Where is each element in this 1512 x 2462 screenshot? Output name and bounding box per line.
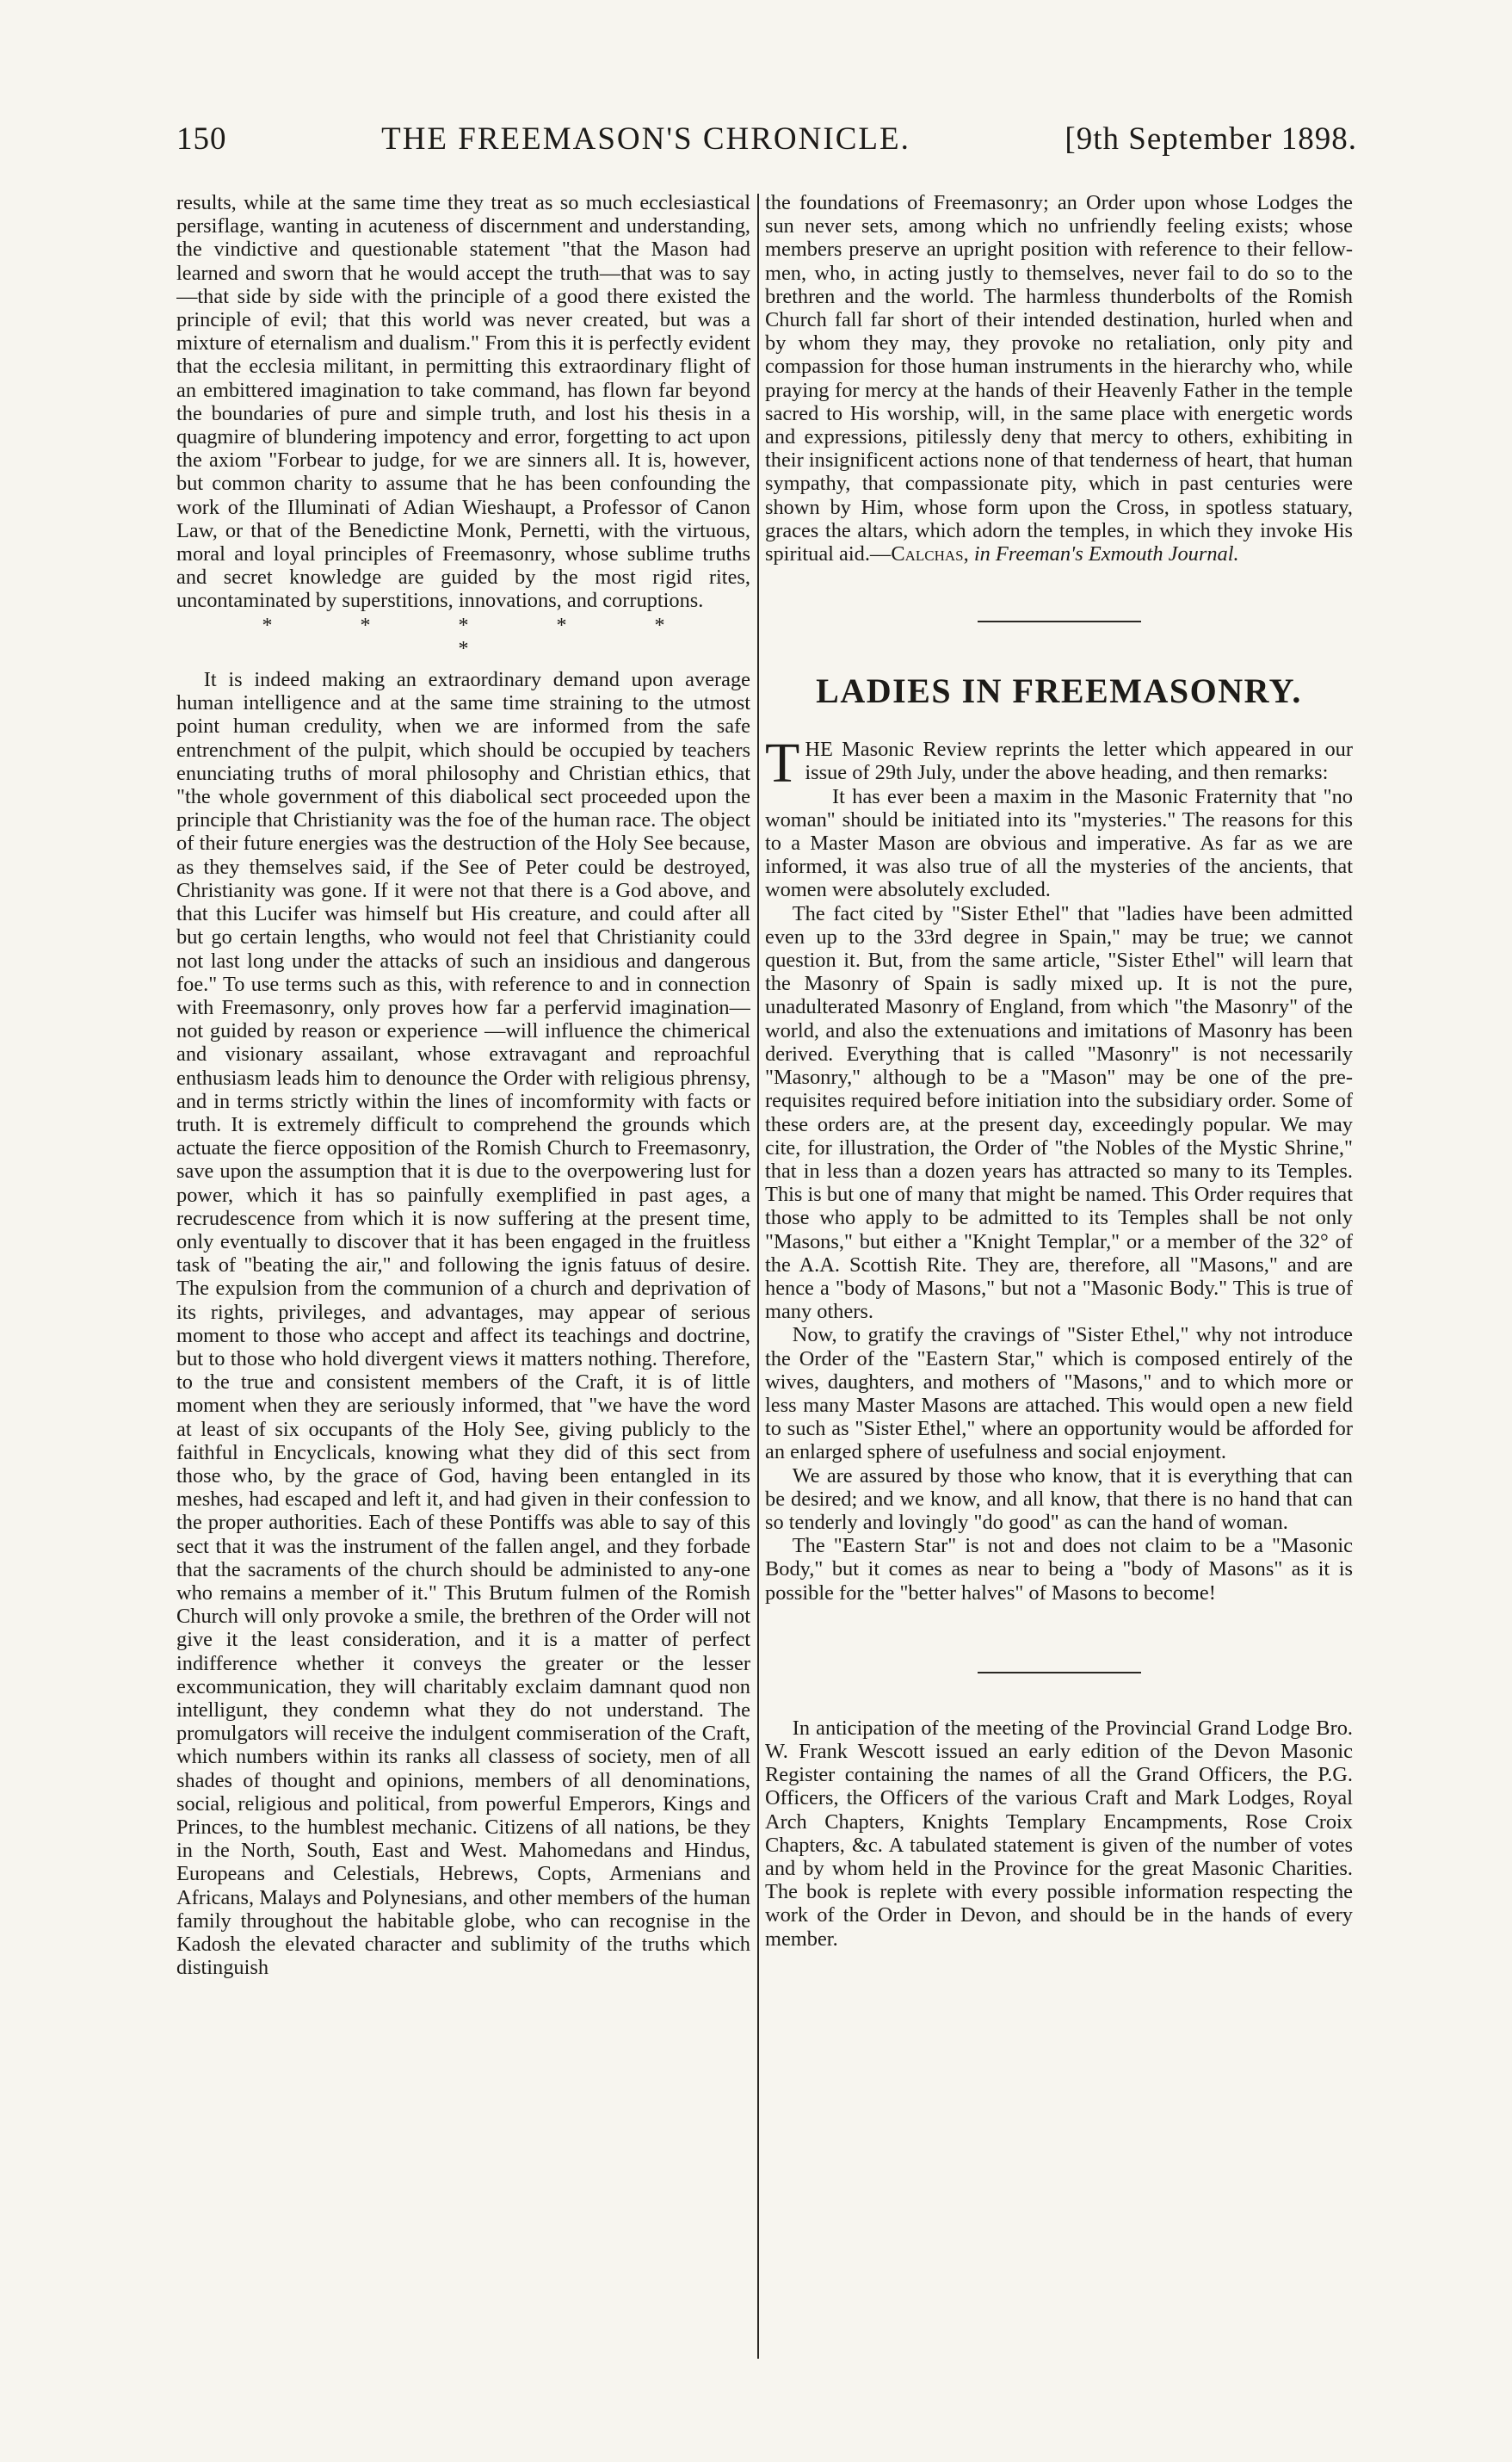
left-paragraph-1: results, while at the same time they treat as so much ecclesiastical persiflage, wanting in acuteness of discernment and understanding, the vindictive and questionable statement "that the Mason had learned and sworn that he would accept the truth—that was to say—that side by side with the principle of a good there existed the principle of evil; that this world was never created, but was a mixture of eternalism and dualism." From this it is perfectly evident that the ecclesia militant, in permitting this extraordinary flight of an embittered imagination to take command, has flown far beyond the boundaries of pure and simple truth, and lost his thesis in a quagmire of blundering impotency and error, forgetting to act upon the axiom "Forbear to judge, for we are sinners all. It is, however, but common charity to assume that he has been confounding the work of the Illuminati of Adian Wieshaupt, a Professor of Canon Law, or that of the Benedictine Monk, Pernetti, with the virtuous, moral and loyal principles of Freemasonry, whose sublime truths and secret knowledge are guided by the most rigid rites, uncontaminated by superstitions, innovations, and corruptions. bbox=[176, 191, 750, 613]
newspaper-title: THE FREEMASON'S CHRONICLE. bbox=[381, 121, 910, 157]
article-paragraph-5: We are assured by those who know, that it is everything that can be desired; and we know, and all know, that there is no hand that can so tenderly and lovingly "do good" as can the hand of woman. bbox=[765, 1463, 1353, 1534]
issue-date: [9th September 1898. bbox=[1065, 121, 1357, 157]
page-header bbox=[176, 121, 1357, 172]
article-paragraph-3: The fact cited by "Sister Ethel" that "ladies have been admitted even up to the 33rd degree in Spain," may be true; we cannot question it. But, from the same article, "Sister Ethel" will learn that the Masonry of Spain is sadly mixed up. It is not the pure, unadulterated Masonry of England, from which "the Masonry" of the world, and also the extenuations and imitations of Masonry has been derived. Everything that is called "Masonry" is not necessarily "Masonry," although to be a "Mason" may be one of the pre-requisites required before initiation into the subsidiary order. Some of these orders are, at the present day, exceedingly popular. We may cite, for illustration, the Order of "the Nobles of the Mystic Shrine," that in less than a dozen years has attracted so many to its Temples. This is but one of many that might be named. This Order requires that those who apply to be admitted to its Temples shall be not only "Masons," but either a "Knight Templar," or a member of the 32° of the A.A. Scottish Rite. They are, therefore, all "Masons," and are hence a "body of Masons," but not a "Masonic Body." This is true of many others. bbox=[765, 901, 1353, 1324]
left-column bbox=[176, 191, 750, 2395]
right-paragraph-1-text: the foundations of Freemasonry; an Order upon whose Lodges the sun never sets, among which no unfriendly feeling exists; whose members preserve an upright position with reference to their fellow-men, who, in acting justly to themselves, never fail to do so to the brethren and the world. The harmless thunderbolts of the Romish Church fall far short of their intended destination, hurled when and by whom they may, they provoke no retaliation, only pity and compassion for those human instruments in the hierarchy who, while praying for mercy at the hands of their Heavenly Father in the temple sacred to His worship, will, in the same place with energetic words and expressions, pitilessly deny that mercy to others, exhibiting in their insignificent actions none of that tenderness of heart, that human sympathy, that compassionate pity, which in past centuries were shown by Him, whose form upon the Cross, in spotless statuary, graces the altars, which adorn the temples, in which they invoke His spiritual aid.— bbox=[765, 191, 1353, 566]
article-intro-text: HE Masonic Review reprints the letter which appeared in our issue of 29th July, under the above heading, and then remarks: bbox=[805, 738, 1353, 785]
author-signature: Calchas, bbox=[891, 542, 969, 566]
source-citation: in Freeman's Exmouth Journal. bbox=[973, 542, 1239, 566]
page-number: 150 bbox=[176, 121, 227, 157]
drop-cap: T bbox=[765, 732, 800, 795]
article-paragraph-4: Now, to gratify the cravings of "Sister Ethel," why not introduce the Order of the "Eastern Star," which is composed entirely of the wives, daughters, and mothers of "Masons," and to which more or less many Master Masons are attached. This would open a new field to such as "Sister Ethel," where an opportunity would be afforded for an enlarged sphere of usefulness and social enjoyment. bbox=[765, 1323, 1353, 1464]
right-paragraph-1 bbox=[765, 191, 1353, 566]
left-paragraph-2: It is indeed making an extraordinary demand upon average human intelligence and at the same time straining to the utmost point human credulity, when we are informed from the safe entrenchment of the pulpit, which should be occupied by teachers enunciating truths of moral philosophy and Christian ethics, that "the whole government of this diabolical sect proceeded upon the principle that Christianity was the foe of the human race. The object of their future energies was the destruction of the Holy See because, as they themselves said, if the See of Peter could be destroyed, Christianity was gone. If it were not that there is a God above, and that this Lucifer was himself but His creature, and could after all but go certain lengths, who would not feel that Christianity could not last long under the attacks of such an insidious and dangerous foe." To use terms such as this, with reference to and in connection with Freemasonry, only proves how far a perfervid imagination—not guided by reason or experience —will influence the chimerical and visionary assailant, whose extravagant and reproachful enthusiasm leads him to denounce the Order with religious phrensy, and in terms strictly within the lines of incomformity with facts or truth. It is extremely difficult to comprehend the grounds which actuate the fierce opposition of the Romish Church to Freemasonry, save upon the assumption that it is due to the overpowering lust for power, which it has so painfully exemplified in past ages, a recrudescence from which it is now suffering at the present time, only eventually to discover that it has been engaged in the fruitless task of "beating the air," and following the ignis fatuus of desire. The expulsion from the communion of a church and deprivation of its rights, privileges, and advantages, may appear of serious moment to those who accept and affect its teachings and doctrine, but to those who hold divergent views it matters nothing. Therefore, to the true and consistent members of the Craft, it is of little moment when they are seriously informed, that "we have the word at least of six occupants of the Holy See, giving publicly to the faithful in Encyclicals, knowing what they did of this sect from those who, by the grace of God, having been entangled in its meshes, had escaped and left it, and had given in their confession to the proper authorities. Each of these Pontiffs was able to say of this sect that it was the instrument of the fallen angel, and they forbade that the sacraments of the church should be administed to any-one who remains a member of it." This Brutum fulmen of the Romish Church will only provoke a smile, the brethren of the Order will not give it the least consideration, and it is a matter of perfect indifference whether it conveys the greater or the lesser excommunication, they will charitably exclaim damnant quod non intelligunt, they condemn what they do not understand. The promulgators will receive the indulgent commiseration of the Craft, which numbers within its ranks all classess of society, men of all shades of thought and opinions, members of all denominations, social, religious and political, from powerful Emperors, Kings and Princes, to the humblest mechanic. Citizens of all nations, be they in the North, South, East and West. Mahomedans and Hindus, Europeans and Celestials, Hebrews, Copts, Armenians and Africans, Malays and Polynesians, and other members of the human family throughout the habitable globe, who can recognise in the Kadosh the elevated character and sublimity of the truths which distinguish bbox=[176, 668, 750, 1980]
register-notice: In anticipation of the meeting of the Provincial Grand Lodge Bro. W. Frank Wescott issued an early edition of the Devon Masonic Register containing the names of all the Grand Officers, the P.G. Officers, the Officers of the various Craft and Mark Lodges, Royal Arch Chapters, Knights Templary Encampments, Rose Croix Chapters, &c. A tabulated statement is given of the number of votes and by whom held in the Province for the great Masonic Charities. The book is replete with every possible information respecting the work of the Order in Devon, and should be in the hands of every member. bbox=[765, 1716, 1353, 1951]
article-paragraph-6: The "Eastern Star" is not and does not claim to be a "Masonic Body," but it comes as near to being a "body of Masons" as it is possible for the "better halves" of Masons to become! bbox=[765, 1534, 1353, 1605]
article-paragraph-2: It has ever been a maxim in the Masonic Fraternity that "no woman" should be initiated into its "mysteries." The reasons for this to a Master Mason are obvious and imperative. As far as we are informed, it was also true of all the mysteries of the ancients, that women were absolutely excluded. bbox=[765, 784, 1353, 902]
section-stars: * * * * * * bbox=[262, 614, 707, 660]
article-intro bbox=[765, 732, 1353, 795]
right-column bbox=[765, 191, 1353, 2395]
column-divider bbox=[757, 194, 759, 2359]
article-heading: LADIES IN FREEMASONRY. bbox=[816, 671, 1302, 711]
